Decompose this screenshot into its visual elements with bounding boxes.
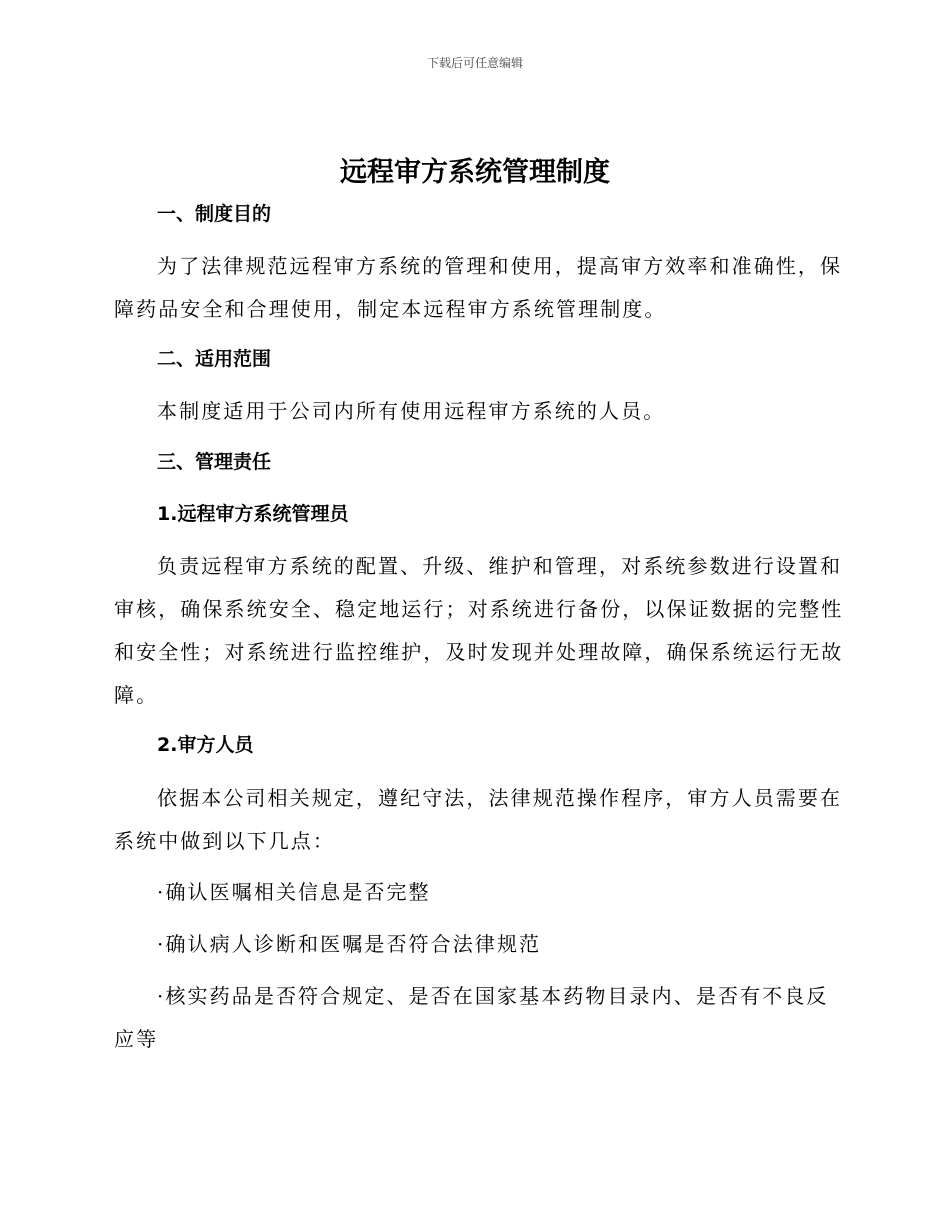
bullet-item: ·确认病人诊断和医嘱是否符合法律规范 [157,932,542,956]
bullet-item-continuation: 应等 [114,1027,159,1051]
paragraph-line: 和安全性；对系统进行监控维护，及时发现并处理故障，确保系统运行无故 [114,640,844,664]
subsection-heading-admin: 1.远程审方系统管理员 [157,503,349,525]
paragraph-line: 审核，确保系统安全、稳定地运行；对系统进行备份，以保证数据的完整性 [114,597,844,621]
paragraph-line: 为了法律规范远程审方系统的管理和使用，提高审方效率和准确性，保 [157,254,843,278]
paragraph-line: 系统中做到以下几点： [114,829,335,853]
paragraph-line: 障。 [114,683,159,707]
header-note: 下载后可任意编辑 [426,56,523,70]
section-heading-responsibility: 三、管理责任 [157,451,272,473]
paragraph-line: 障药品安全和合理使用，制定本远程审方系统管理制度。 [114,297,667,321]
paragraph-line: 负责远程审方系统的配置、升级、维护和管理，对系统参数进行设置和 [157,554,843,578]
bullet-item: ·确认医嘱相关信息是否完整 [157,880,431,904]
subsection-heading-reviewer: 2.审方人员 [157,734,254,756]
section-heading-scope: 二、适用范围 [157,348,272,370]
document-title: 远程审方系统管理制度 [340,157,610,188]
paragraph-line: 依据本公司相关规定，遵纪守法，法律规范操作程序，审方人员需要在 [157,786,843,810]
section-heading-purpose: 一、制度目的 [157,203,272,225]
paragraph-line: 本制度适用于公司内所有使用远程审方系统的人员。 [157,399,666,423]
bullet-item: ·核实药品是否符合规定、是否在国家基本药物目录内、是否有不良反 [157,984,829,1008]
